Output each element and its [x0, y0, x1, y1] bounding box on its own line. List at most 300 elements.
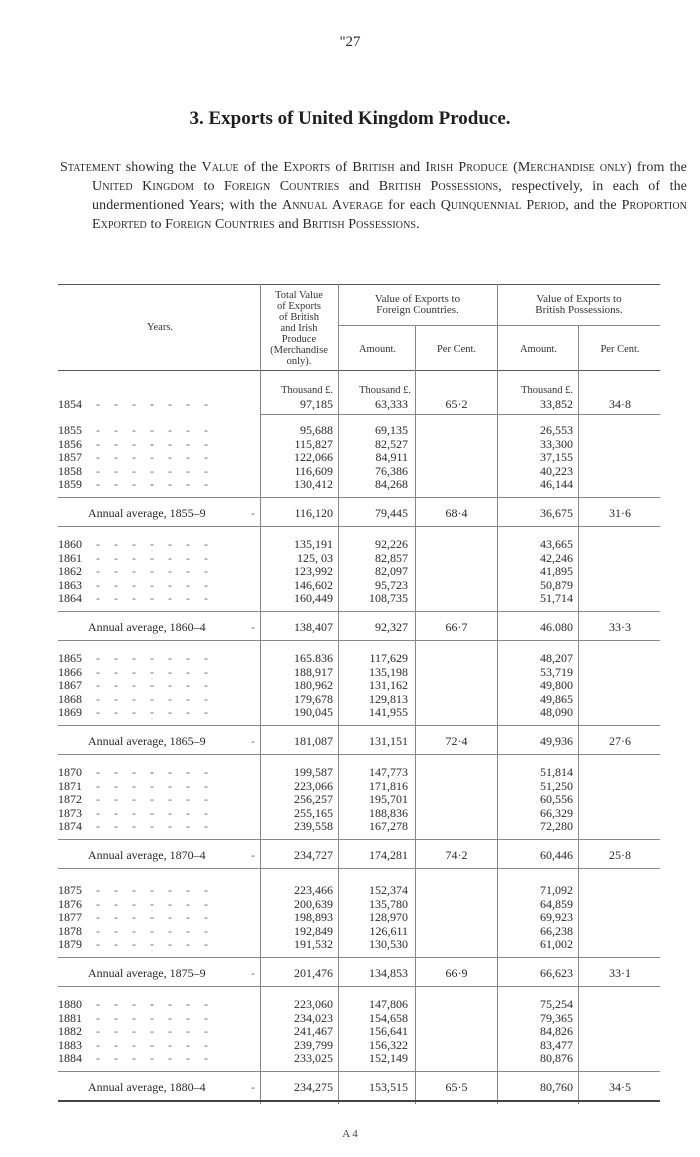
statement-segment: Foreign Countries	[224, 179, 340, 194]
statement-paragraph	[60, 158, 687, 234]
table-cell: 239,558	[294, 819, 333, 834]
year-number: 1875	[58, 883, 82, 897]
table-cell: 233,025	[294, 1051, 333, 1066]
foreign-percent-header: Per Cent.	[436, 344, 477, 355]
year-number: 1874	[58, 819, 82, 834]
year-label	[58, 793, 263, 807]
year-number: 1865	[58, 651, 82, 665]
table-cell: 130,530	[369, 937, 408, 952]
year-label	[58, 1052, 263, 1066]
year-label	[58, 592, 263, 606]
leader-dashes: -------	[96, 910, 222, 925]
year-number: 1879	[58, 937, 82, 952]
group-rule	[58, 526, 660, 527]
group-rule	[58, 1100, 660, 1102]
table-cell: 95,688	[300, 423, 333, 437]
statement-segment: British Possessions	[302, 217, 417, 232]
year-label	[58, 925, 263, 939]
group-rule	[58, 839, 660, 840]
statement-segment: of the	[238, 160, 284, 175]
leader-dashes: -------	[96, 1010, 222, 1025]
group-rule	[58, 868, 660, 869]
table-cell: 188,836	[369, 805, 408, 820]
table-cell: 223,066	[294, 778, 333, 793]
year-label	[58, 565, 263, 579]
table-top-rule	[58, 284, 660, 285]
table-cell: 74·2	[445, 848, 468, 862]
col-divider	[415, 325, 416, 1104]
header-line: Foreign Countries.	[376, 304, 459, 316]
table-cell: 33·1	[609, 966, 631, 980]
header-line: and Irish	[280, 323, 318, 334]
leader-dashes: -------	[96, 883, 222, 897]
statement-segment: and	[394, 160, 426, 175]
leader-dash: -	[251, 506, 255, 520]
table-cell: 76,386	[375, 463, 408, 478]
statement-segment: Irish Produce	[425, 160, 508, 175]
leader-dashes: -------	[96, 705, 222, 720]
year-number: 1877	[58, 910, 82, 925]
table-cell: 181,087	[294, 734, 333, 748]
year-label	[58, 766, 263, 780]
leader-dashes: -------	[96, 550, 222, 565]
leader-dashes: -------	[96, 1037, 222, 1052]
annual-average-label: Annual average, 1870–4	[88, 848, 206, 862]
annual-average-label: Annual average, 1860–4	[88, 620, 206, 634]
year-label	[58, 1039, 263, 1053]
table-cell: 154,658	[369, 1010, 408, 1025]
table-cell: 26,553	[540, 423, 573, 437]
year-number: 1882	[58, 1024, 82, 1039]
table-cell: 34·8	[609, 397, 631, 411]
british-header	[499, 294, 659, 316]
year-label	[58, 552, 263, 566]
table-cell: 234,727	[294, 848, 333, 862]
leader-dashes: -------	[96, 577, 222, 592]
table-cell: 82,527	[375, 436, 408, 451]
table-cell: 71,092	[540, 883, 573, 897]
table-cell: 69,923	[540, 910, 573, 925]
year-label	[58, 465, 263, 479]
statement-segment: , and the	[565, 198, 622, 213]
year-label	[58, 451, 263, 465]
statement-segment: showing the	[120, 160, 202, 175]
year-label	[58, 1012, 263, 1026]
table-cell: 195,701	[369, 792, 408, 807]
statement-segment: and	[274, 217, 303, 232]
table-cell: 200,639	[294, 896, 333, 911]
annual-average-label: Annual average, 1855–9	[88, 506, 206, 520]
table-cell: 131,162	[369, 678, 408, 693]
col-divider	[338, 284, 339, 1104]
table-cell: 80,760	[540, 1080, 573, 1094]
table-cell: 188,917	[294, 664, 333, 679]
table-cell: 255,165	[294, 805, 333, 820]
year-number: 1859	[58, 477, 82, 492]
year-number: 1861	[58, 550, 82, 565]
table-cell: 160,449	[294, 591, 333, 606]
table-cell: 66,329	[540, 805, 573, 820]
table-cell: 135,780	[369, 896, 408, 911]
leader-dashes: -------	[96, 1051, 222, 1066]
table-cell: 60,446	[540, 848, 573, 862]
leader-dashes: -------	[96, 423, 222, 437]
table-cell: 152,149	[369, 1051, 408, 1066]
year-number: 1881	[58, 1010, 82, 1025]
table-cell: 152,374	[369, 883, 408, 897]
table-cell: 82,857	[375, 550, 408, 565]
year-number: 1864	[58, 591, 82, 606]
row-rule	[260, 414, 660, 415]
table-cell: 60,556	[540, 792, 573, 807]
british-percent-header: Per Cent.	[600, 344, 640, 355]
year-number: 1857	[58, 450, 82, 465]
group-rule	[58, 497, 660, 498]
statement-segment: Merchandise only	[517, 160, 628, 175]
table-cell: 53,719	[540, 664, 573, 679]
header-line: (Merchandise	[270, 345, 328, 356]
annual-average-row	[58, 734, 263, 749]
annual-average-row	[58, 848, 263, 863]
statement-segment: Foreign Countries	[165, 217, 275, 232]
footer-signature: A 4	[342, 1128, 358, 1140]
leader-dashes: -------	[96, 477, 222, 492]
table-cell: 138,407	[294, 620, 333, 634]
table-cell: 234,275	[294, 1080, 333, 1094]
col-divider	[578, 325, 579, 1104]
annual-average-row	[58, 966, 263, 981]
table-cell: 95,723	[375, 577, 408, 592]
year-label	[58, 398, 263, 412]
total-value-header	[262, 290, 336, 367]
year-number: 1869	[58, 705, 82, 720]
table-cell: 83,477	[540, 1037, 573, 1052]
table-cell: 33·3	[609, 620, 631, 634]
year-number: 1855	[58, 423, 82, 437]
table-cell: 135,191	[294, 537, 333, 551]
table-cell: 130,412	[294, 477, 333, 492]
leader-dashes: -------	[96, 997, 222, 1011]
year-label	[58, 693, 263, 707]
year-number: 1880	[58, 997, 82, 1011]
statement-segment: British Possessions	[378, 179, 499, 194]
group-rule	[58, 611, 660, 612]
table-cell: 116,609	[294, 463, 333, 478]
table-cell: 125, 03	[297, 550, 333, 565]
annual-average-label: Annual average, 1875–9	[88, 966, 206, 980]
table-cell: 256,257	[294, 792, 333, 807]
year-label	[58, 1025, 263, 1039]
statement-segment: , respectively, in each of the undermentioned Years; with the	[92, 179, 687, 213]
year-number: 1872	[58, 792, 82, 807]
leader-dashes: -------	[96, 792, 222, 807]
statement-segment: Value	[201, 160, 239, 175]
leader-dash: -	[251, 848, 255, 862]
leader-dashes: -------	[96, 564, 222, 579]
year-number: 1884	[58, 1051, 82, 1066]
table-cell: 223,466	[294, 883, 333, 897]
group-rule	[58, 725, 660, 726]
table-cell: 122,066	[294, 450, 333, 465]
year-label	[58, 911, 263, 925]
table-cell: 79,445	[375, 506, 408, 520]
group-rule	[58, 1071, 660, 1072]
year-number: 1867	[58, 678, 82, 693]
table-cell: 97,185	[300, 397, 333, 411]
table-cell: 147,806	[369, 997, 408, 1011]
year-label	[58, 998, 263, 1012]
year-number: 1878	[58, 923, 82, 938]
table-cell: 180,962	[294, 678, 333, 693]
year-label	[58, 666, 263, 680]
table-cell: 42,246	[540, 550, 573, 565]
table-cell: 40,223	[540, 463, 573, 478]
years-header: Years.	[146, 322, 174, 333]
year-number: 1860	[58, 537, 82, 551]
table-cell: 49,800	[540, 678, 573, 693]
leader-dash: -	[251, 620, 255, 634]
header-line: Produce	[281, 334, 317, 345]
table-cell: 72,280	[540, 819, 573, 834]
table-cell: 84,911	[375, 450, 408, 465]
leader-dashes: -------	[96, 896, 222, 911]
table-cell: 146,602	[294, 577, 333, 592]
table-cell: 141,955	[369, 705, 408, 720]
year-label	[58, 478, 263, 492]
year-label	[58, 938, 263, 952]
year-label	[58, 807, 263, 821]
header-bottom-rule	[58, 370, 660, 371]
annual-average-label: Annual average, 1880–4	[88, 1080, 206, 1094]
header-line: of British	[279, 312, 319, 323]
table-cell: 33,300	[540, 436, 573, 451]
table-cell: 72·4	[445, 734, 468, 748]
table-cell: 49,936	[540, 734, 573, 748]
year-number: 1858	[58, 463, 82, 478]
table-cell: 198,893	[294, 910, 333, 925]
group-rule	[58, 640, 660, 641]
table-cell: 84,826	[540, 1024, 573, 1039]
statement-segment: Quinquennial Period	[440, 198, 566, 213]
group-rule	[58, 986, 660, 987]
year-label	[58, 652, 263, 666]
table-cell: 123,992	[294, 564, 333, 579]
table-cell: 79,365	[540, 1010, 573, 1025]
table-cell: 34·5	[609, 1080, 631, 1094]
table-cell: 108,735	[369, 591, 408, 606]
foreign-amount-header: Amount.	[358, 344, 397, 355]
table-cell: 48,090	[540, 705, 573, 720]
statement-segment: Proportion Exported	[92, 198, 688, 232]
table-cell: 156,641	[369, 1024, 408, 1039]
table-cell: 116,120	[294, 506, 333, 520]
table-cell: 65·5	[445, 1080, 468, 1094]
year-number: 1856	[58, 436, 82, 451]
annual-average-row	[58, 1080, 263, 1095]
year-number: 1854	[58, 397, 82, 411]
leader-dashes: -------	[96, 1024, 222, 1039]
table-cell: 27·6	[609, 734, 631, 748]
table-cell: 25·8	[609, 848, 631, 862]
table-cell: 69,135	[375, 423, 408, 437]
table-cell: 131,151	[369, 734, 408, 748]
table-cell: 156,322	[369, 1037, 408, 1052]
table-cell: 117,629	[369, 651, 408, 665]
table-cell: 66,238	[540, 923, 573, 938]
table-cell: 135,198	[369, 664, 408, 679]
year-label	[58, 679, 263, 693]
leader-dashes: -------	[96, 537, 222, 551]
table-cell: 46,144	[540, 477, 573, 492]
year-label	[58, 780, 263, 794]
leader-dashes: -------	[96, 805, 222, 820]
table-cell: 153,515	[369, 1080, 408, 1094]
col-divider	[497, 284, 498, 1104]
table-cell: 126,611	[369, 923, 408, 938]
units-label: Thousand £.	[359, 385, 411, 396]
table-cell: 31·6	[609, 506, 631, 520]
units-label: Thousand £.	[281, 385, 333, 396]
year-number: 1863	[58, 577, 82, 592]
table-cell: 191,532	[294, 937, 333, 952]
header-line: only).	[286, 356, 312, 367]
header-line: Value of Exports to	[536, 293, 622, 305]
leader-dashes: -------	[96, 450, 222, 465]
table-cell: 37,155	[540, 450, 573, 465]
leader-dashes: -------	[96, 591, 222, 606]
table-cell: 241,467	[294, 1024, 333, 1039]
british-amount-header: Amount.	[519, 344, 558, 355]
table-cell: 66·9	[445, 966, 468, 980]
year-number: 1883	[58, 1037, 82, 1052]
leader-dashes: -------	[96, 463, 222, 478]
leader-dashes: -------	[96, 937, 222, 952]
leader-dash: -	[251, 1080, 255, 1094]
statement-segment: British	[352, 160, 395, 175]
statement-segment: Statement	[60, 160, 121, 175]
page-number: "27	[339, 34, 361, 50]
table-cell: 134,853	[369, 966, 408, 980]
table-cell: 51,714	[540, 591, 573, 606]
year-number: 1876	[58, 896, 82, 911]
statement-segment: to	[146, 217, 166, 232]
year-label	[58, 884, 263, 898]
annual-average-label: Annual average, 1865–9	[88, 734, 206, 748]
leader-dashes: -------	[96, 651, 222, 665]
table-cell: 199,587	[294, 765, 333, 779]
year-label	[58, 579, 263, 593]
table-cell: 48,207	[540, 651, 573, 665]
foreign-header	[340, 294, 495, 316]
table-cell: 190,045	[294, 705, 333, 720]
table-cell: 51,814	[540, 765, 573, 779]
table-cell: 41,895	[540, 564, 573, 579]
statement-segment: for each	[383, 198, 441, 213]
header-line: British Possessions.	[535, 304, 623, 316]
leader-dashes: -------	[96, 397, 222, 411]
table-cell: 36,675	[540, 506, 573, 520]
year-number: 1870	[58, 765, 82, 779]
units-label: Thousand £.	[521, 385, 573, 396]
header-sub-rule	[338, 325, 660, 326]
table-cell: 43,665	[540, 537, 573, 551]
table-cell: 234,023	[294, 1010, 333, 1025]
table-cell: 49,865	[540, 691, 573, 706]
year-number: 1866	[58, 664, 82, 679]
leader-dashes: -------	[96, 765, 222, 779]
leader-dashes: -------	[96, 678, 222, 693]
table-cell: 75,254	[540, 997, 573, 1011]
year-number: 1862	[58, 564, 82, 579]
year-label	[58, 538, 263, 552]
statement-segment: (	[508, 160, 518, 175]
year-label	[58, 438, 263, 452]
statement-segment: United Kingdom	[92, 179, 195, 194]
table-cell: 66,623	[540, 966, 573, 980]
table-cell: 50,879	[540, 577, 573, 592]
statement-segment: .	[416, 217, 420, 232]
table-cell: 61,002	[540, 937, 573, 952]
leader-dashes: -------	[96, 691, 222, 706]
year-label	[58, 898, 263, 912]
page-title: 3. Exports of United Kingdom Produce.	[189, 108, 511, 129]
annual-average-row	[58, 506, 263, 521]
table-cell: 64,859	[540, 896, 573, 911]
table-cell: 128,970	[369, 910, 408, 925]
statement-segment: to	[194, 179, 225, 194]
header-line: Value of Exports to	[374, 293, 461, 305]
table-cell: 66·7	[445, 620, 468, 634]
table-cell: 239,799	[294, 1037, 333, 1052]
group-rule	[58, 754, 660, 755]
table-cell: 80,876	[540, 1051, 573, 1066]
annual-average-row	[58, 620, 263, 635]
statement-segment: Exports	[283, 160, 331, 175]
statement-segment: Annual Average	[282, 198, 384, 213]
table-cell: 223,060	[294, 997, 333, 1011]
table-cell: 68·4	[445, 506, 468, 520]
statement-segment: of	[330, 160, 353, 175]
header-line: of Exports	[276, 301, 322, 312]
group-rule	[58, 957, 660, 958]
leader-dashes: -------	[96, 664, 222, 679]
table-cell: 165.836	[294, 651, 333, 665]
table-cell: 171,816	[369, 778, 408, 793]
table-cell: 201,476	[294, 966, 333, 980]
statement-segment: and	[339, 179, 379, 194]
leader-dashes: -------	[96, 819, 222, 834]
table-cell: 51,250	[540, 778, 573, 793]
statement-segment: ) from the	[627, 160, 687, 175]
table-cell: 65·2	[445, 397, 468, 411]
table-cell: 92,226	[375, 537, 408, 551]
table-cell: 92,327	[375, 620, 408, 634]
year-number: 1871	[58, 778, 82, 793]
leader-dashes: -------	[96, 436, 222, 451]
table-cell: 115,827	[294, 436, 333, 451]
year-label	[58, 424, 263, 438]
table-cell: 179,678	[294, 691, 333, 706]
leader-dashes: -------	[96, 923, 222, 938]
header-line: Total Value	[275, 290, 323, 301]
table-cell: 192,849	[294, 923, 333, 938]
table-cell: 33,852	[540, 397, 573, 411]
year-number: 1873	[58, 805, 82, 820]
table-cell: 82,097	[375, 564, 408, 579]
table-cell: 174,281	[369, 848, 408, 862]
table-cell: 63,333	[375, 397, 408, 411]
table-cell: 84,268	[375, 477, 408, 492]
